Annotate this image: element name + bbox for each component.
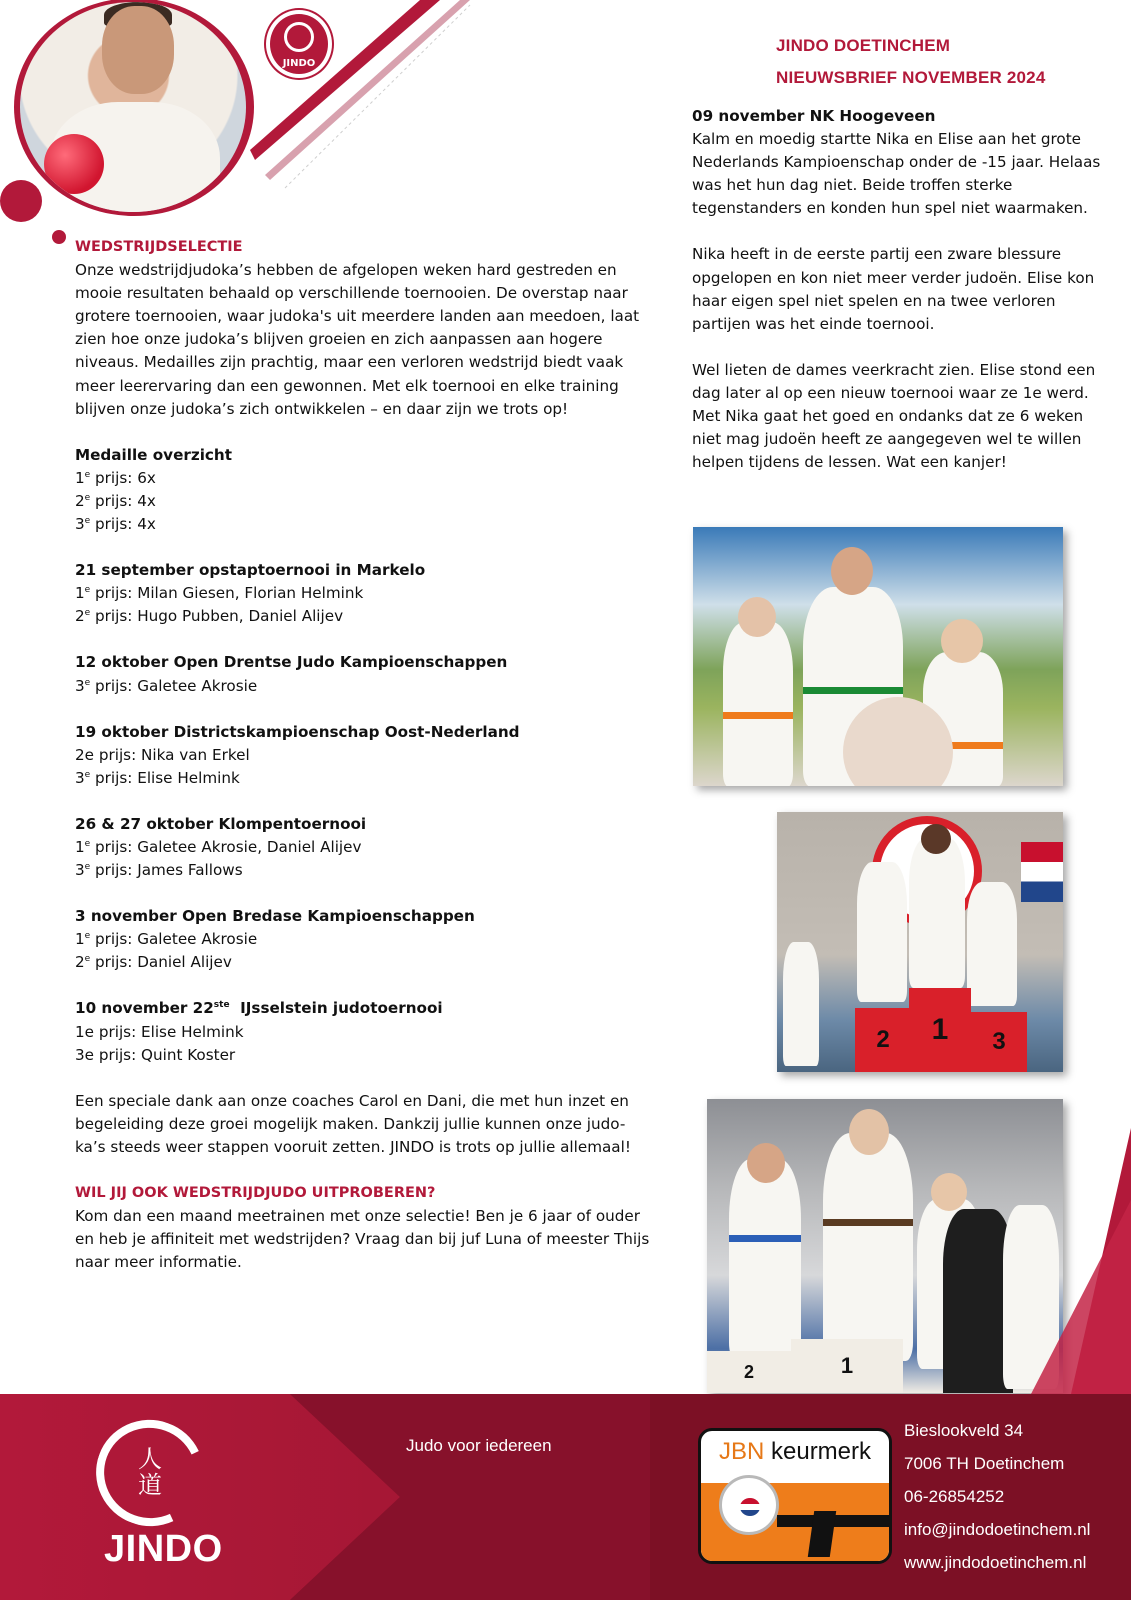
intro-paragraph: Onze wedstrijdjudoka’s hebben de afgelopen weken hard gestreden en mooie resultaten behaald op verschillende toernooien. De overstap naar grotere toernooien, waar judoka's uit meerdere landen aan meedoen, laat zien hoe onze judoka’s blijven groeien en zich aanpassen aan hogere niveaus. Medailles zijn prachtig, maar een verloren wedstrijd biedt vaak meer leerervaring dan een gewonnen. Met elk toernooi en elke training blijven onze judoka’s zich ontwikkelen – en daar zijn we trots op! bbox=[75, 261, 640, 418]
nk-paragraph-2: Nika heeft in de eerste partij een zware blessure opgelopen en kon niet meer verder judoën. Elise kon haar eigen spel niet spelen en na twee verloren partijen was het einde toernooi. bbox=[692, 245, 1095, 333]
phone-number: 06-26854252 bbox=[904, 1487, 1005, 1506]
result-line: 3e prijs: Elise Helmink bbox=[75, 768, 240, 787]
podium-label-2: 2 bbox=[707, 1351, 791, 1393]
event-title: 26 & 27 oktober Klompentoernooi bbox=[75, 814, 367, 833]
logo-text: JINDO bbox=[104, 1528, 223, 1570]
event-title: 3 november Open Bredase Kampioenschappen bbox=[75, 907, 475, 926]
podium-photo-1 bbox=[693, 527, 1063, 786]
result-line: 1e prijs: Elise Helmink bbox=[75, 1022, 244, 1041]
result-line: 2e prijs: Hugo Pubben, Daniel Alijev bbox=[75, 607, 344, 626]
jindo-logo bbox=[96, 1420, 204, 1526]
result-line: 2e prijs: Nika van Erkel bbox=[75, 745, 250, 764]
newsletter-title bbox=[776, 30, 1046, 94]
contact-block bbox=[904, 1414, 1090, 1579]
section-title: WEDSTRIJDSELECTIE bbox=[75, 239, 243, 255]
nk-title: 09 november NK Hoogeveen bbox=[692, 107, 936, 125]
result-line: 3e prijs: Quint Koster bbox=[75, 1045, 236, 1064]
event-title: 12 oktober Open Drentse Judo Kampioenschappen bbox=[75, 653, 508, 672]
podium-photo-2 bbox=[777, 812, 1063, 1072]
podium-label-1: 1 bbox=[791, 1339, 903, 1393]
medal-overview-title: Medaille overzicht bbox=[75, 445, 232, 464]
footer bbox=[0, 1394, 1131, 1600]
result-line: 1e prijs: Galetee Akrosie bbox=[75, 930, 258, 949]
badge-text: JINDO bbox=[282, 58, 316, 69]
keurmerk-jbn: JBN bbox=[718, 1438, 765, 1465]
left-column bbox=[75, 236, 655, 1274]
deco-dot-large bbox=[0, 180, 42, 222]
podium-photo-3 bbox=[707, 1099, 1063, 1393]
event-title: 21 september opstaptoernooi in Markelo bbox=[75, 561, 426, 580]
result-line: 1e prijs: Galetee Akrosie, Daniel Alijev bbox=[75, 837, 362, 856]
result-line: 1e prijs: Milan Giesen, Florian Helmink bbox=[75, 584, 364, 603]
jbn-seal-icon bbox=[719, 1475, 779, 1535]
podium-label-2: 2 bbox=[855, 1008, 911, 1072]
header-decoration bbox=[0, 0, 480, 260]
event-title: 19 oktober Districtskampioenschap Oost-Nederland bbox=[75, 722, 520, 741]
dutch-flag bbox=[1021, 842, 1063, 902]
email-link[interactable]: info@jindodoetinchem.nl bbox=[904, 1520, 1091, 1539]
brand-line-2: NIEUWSBRIEF NOVEMBER 2024 bbox=[776, 68, 1046, 87]
tagline: Judo voor iedereen bbox=[406, 1436, 552, 1455]
cta-title: WIL JIJ OOK WEDSTRIJDJUDO UITPROBEREN? bbox=[75, 1185, 436, 1201]
event-title: 10 november 22ste IJsselstein judotoernooi bbox=[75, 999, 443, 1018]
brand-line-1: JINDO DOETINCHEM bbox=[776, 36, 951, 55]
result-line: 3e prijs: James Fallows bbox=[75, 861, 243, 880]
nk-paragraph-3: Wel lieten de dames veerkracht zien. Elise stond een dag later al op een nieuw toernooi waar ze 1e werd. Met Nika gaat het goed en ondanks dat ze 6 weken niet mag judoën heeft ze aangegeven wel te willen helpen tijdens de lessen. Wat een kanjer! bbox=[692, 360, 1096, 472]
deco-dot-small bbox=[52, 230, 66, 244]
logo-glyph: 人 道 bbox=[138, 1445, 162, 1499]
jbn-keurmerk-badge bbox=[698, 1428, 892, 1564]
right-column bbox=[692, 105, 1102, 474]
website-link[interactable]: www.jindodoetinchem.nl bbox=[904, 1553, 1087, 1572]
podium-label-3: 3 bbox=[971, 1012, 1027, 1072]
medal-line: 3e prijs: 4x bbox=[75, 515, 156, 534]
medal-line: 2e prijs: 4x bbox=[75, 491, 156, 510]
podium-label-1: 1 bbox=[909, 988, 971, 1072]
keurmerk-word: keurmerk bbox=[764, 1438, 872, 1465]
address-line: Bieslookveld 34 bbox=[904, 1421, 1024, 1440]
avatar bbox=[20, 2, 246, 212]
medal-line: 1e prijs: 6x bbox=[75, 468, 156, 487]
jindo-badge bbox=[266, 10, 332, 78]
cta-paragraph: Kom dan een maand meetrainen met onze selectie! Ben je 6 jaar of ouder en heb je affiniteit met wedstrijden? Vraag dan bij juf Luna of meester Thijs naar meer informatie. bbox=[75, 1207, 650, 1272]
thanks-paragraph: Een speciale dank aan onze coaches Carol en Dani, die met hun inzet en begeleiding deze groei mogelijk maken. Dankzij jullie kunnen onze judo-ka’s steeds weer stappen vooruit zetten. JINDO is trots op jullie allemaal! bbox=[75, 1091, 631, 1156]
nk-paragraph-1: Kalm en moedig startte Nika en Elise aan het grote Nederlands Kampioenschap onder de -15 jaar. Helaas was het hun dag niet. Beide troffen sterke tegenstanders en konden hun spel niet waarmaken. bbox=[692, 130, 1101, 218]
result-line: 3e prijs: Galetee Akrosie bbox=[75, 676, 258, 695]
red-ball-image bbox=[44, 134, 104, 194]
postal-line: 7006 TH Doetinchem bbox=[904, 1454, 1065, 1473]
result-line: 2e prijs: Daniel Alijev bbox=[75, 953, 232, 972]
